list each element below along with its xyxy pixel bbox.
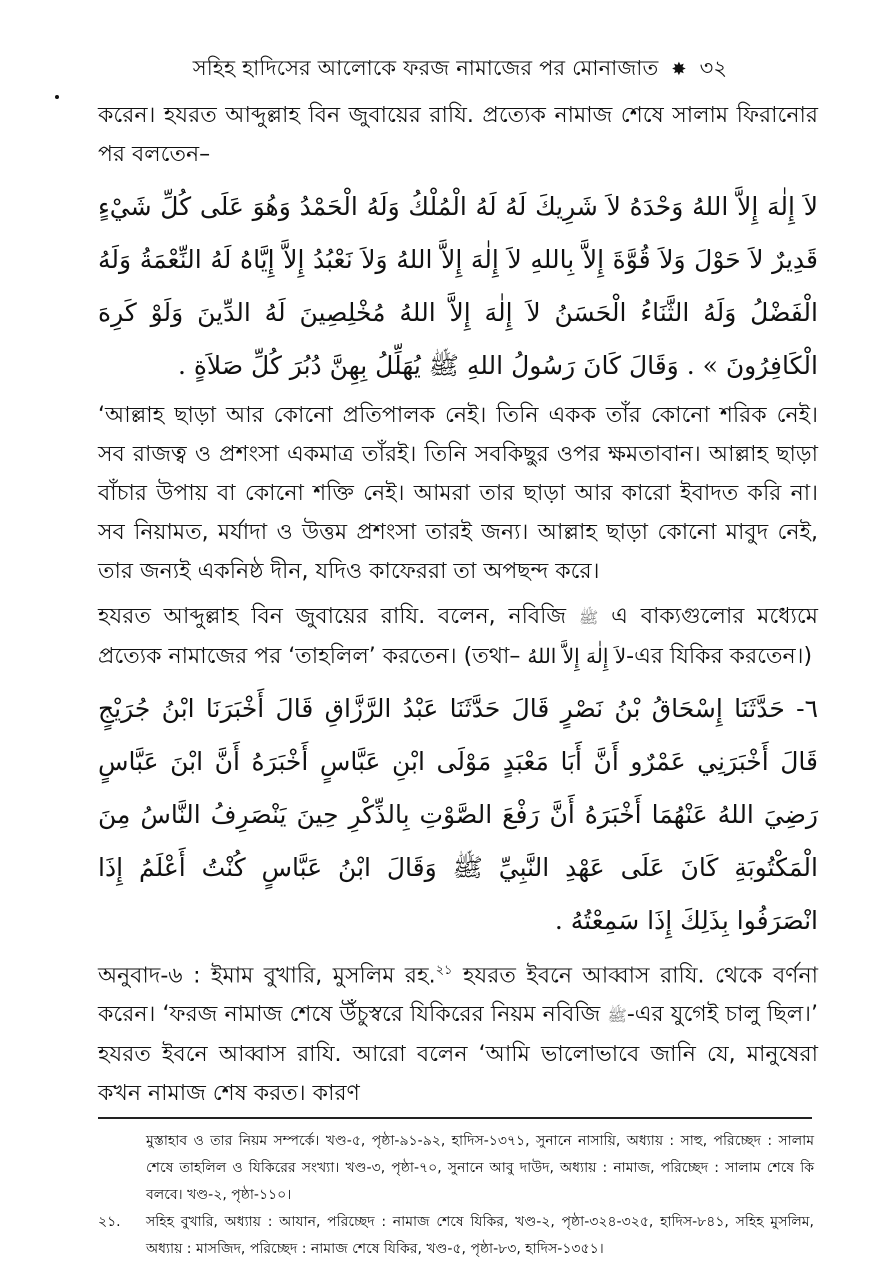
footnote-continued: মুস্তাহাব ও তার নিয়ম সম্পর্কে। খণ্ড-৫, পৃষ্ঠা-৯১-৯২, হাদিস-১৩৭১, সুনানে নাসায়ি, অধ্যায় : সাহু, পরিচ্ছেদ : সালাম শেষে তাহলিল ও যিকিরের সংখ্যা। খণ্ড-৩, পৃষ্ঠা-৭০, সুনানে আবু দাউদ, অধ্যায় : নামাজ, পরিচ্ছেদ : সালাম শেষে কি বলবে। খণ্ড-২, পৃষ্ঠা-১১০। <box>146 1133 814 1203</box>
stray-dot-mark <box>55 95 59 99</box>
tahlil-text-c: -এর যিকির করতেন।) <box>626 644 813 669</box>
paragraph-tahlil <box>98 597 818 676</box>
tahlil-text-b: এ বাক্যগুলোর মধ্যেমে প্রত্যেক নামাজের পর ‘তাহলিল’ করতেন। (তথা– <box>98 604 818 669</box>
paragraph-intro: করেন। হযরত আব্দুল্লাহ বিন জুবায়ের রাযি. প্রত্যেক নামাজ শেষে সালাম ফিরানোর পর বলতেন– <box>98 103 818 167</box>
footnote-divider <box>98 1117 812 1119</box>
salawat-glyph-icon: ﷺ <box>578 608 599 627</box>
paragraph-translation: ‘আল্লাহ ছাড়া আর কোনো প্রতিপালক নেই। তিনি একক তাঁর কোনো শরিক নেই। সব রাজত্ব ও প্রশংসা একমাত্র তাঁরই। তিনি সবকিছুর ওপর ক্ষমতাবান। আল্লাহ ছাড়া বাঁচার উপায় বা কোনো শক্তি নেই। আমরা তার ছাড়া আর কারো ইবাদত করি না। সব নিয়ামত, মর্যাদা ও উত্তম প্রশংসা তারই জন্য। আল্লাহ ছাড়া কোনো মাবুদ নেই, তার জন্যই একনিষ্ঠ দীন, যদিও কাফেররা তা অপছন্দ করে। <box>98 403 818 584</box>
footnote-ref-21: ২১ <box>435 963 453 978</box>
arabic-hadith-6: ٦- حَدَّثَنَا إِسْحَاقُ بْنُ نَصْرٍ قَالَ حَدَّثَنَا عَبْدُ الرَّزَّاقِ قَالَ أَخْبَرَنَا ابْنُ جُرَيْجٍ قَالَ أَخْبَرَنِي عَمْرٌو أَنَّ أَبَا مَعْبَدٍ مَوْلَى ابْنِ عَبَّاسٍ أَخْبَرَهُ أَنَّ ابْنَ عَبَّاسٍ رَضِيَ اللهُ عَنْهُمَا أَخْبَرَهُ أَنَّ رَفْعَ الصَّوْتِ بِالذِّكْرِ حِينَ يَنْصَرِفُ النَّاسُ مِنَ الْمَكْتُوبَةِ كَانَ عَلَى عَهْدِ النَّبِيِّ ﷺ وَقَالَ ابْنُ عَبَّاسٍ كُنْتُ أَعْلَمُ إِذَا انْصَرَفُوا بِذَلِكَ إِذَا سَمِعْتُهُ . <box>98 694 818 935</box>
paragraph-anubad-6 <box>98 951 818 1113</box>
footnote-21-text: সহিহ বুখারি, অধ্যায় : আযান, পরিচ্ছেদ : নামাজ শেষে যিকির, খণ্ড-২, পৃষ্ঠা-৩২৪-৩২৫, হাদিস-৮৪১, সহিহ মুসলিম, অধ্যায় : মাসজিদ, পরিচ্ছেদ : নামাজ শেষে যিকির, খণ্ড-৫, পৃষ্ঠা-৮৩, হাদিস-১৩৫১। <box>146 1214 814 1257</box>
page-number: ৩২ <box>699 56 728 80</box>
footnote-21-number: ২১. <box>98 1214 121 1230</box>
asterisk-ornament-icon: ✸ <box>671 59 687 80</box>
salawat-glyph-icon: ﷺ <box>607 1006 627 1026</box>
footnote-21 <box>98 1209 814 1263</box>
anubad-text-b: হযরত ইবনে আব্বাস রাযি. থেকে বর্ণনা করেন। ‘ফরজ নামাজ শেষে উঁচুস্বরে যিকিরের নিয়ম নবিজি <box>98 963 818 1028</box>
tahlil-arabic-phrase: لاَ إِلٰهَ إِلاَّ اللهُ <box>527 644 627 668</box>
running-head <box>100 52 820 87</box>
anubad-text-c: -এর যুগেই চালু ছিল।’ হযরত ইবনে আব্বাস রাযি. আরো বলেন ‘আমি ভালোভাবে জানি যে, মানুষেরা কখন নামাজ শেষ করত। কারণ <box>98 1002 818 1107</box>
main-text <box>98 96 818 1113</box>
footnotes <box>98 1128 814 1263</box>
arabic-dua-text: لاَ إِلٰهَ إِلاَّ اللهُ وَحْدَهُ لاَ شَرِيكَ لَهُ لَهُ الْمُلْكُ وَلَهُ الْحَمْدُ وَهُوَ عَلَى كُلِّ شَيْءٍ قَدِيرٌ لاَ حَوْلَ وَلاَ قُوَّةَ إِلاَّ بِاللهِ لاَ إِلٰهَ إِلاَّ اللهُ وَلاَ نَعْبُدُ إِلاَّ إِيَّاهُ لَهُ النِّعْمَةُ وَلَهُ الْفَضْلُ وَلَهُ الثَّنَاءُ الْحَسَنُ لاَ إِلٰهَ إِلاَّ اللهُ مُخْلِصِينَ لَهُ الدِّينَ وَلَوْ كَرِهَ الْكَافِرُونَ » . وَقَالَ كَانَ رَسُولُ اللهِ ﷺ يُهَلِّلُ بِهِنَّ دُبُرَ كُلِّ صَلاَةٍ . <box>98 192 818 380</box>
tahlil-text-a: হযরত আব্দুল্লাহ বিন জুবায়ের রাযি. বলেন, নবিজি <box>98 604 567 629</box>
anubad-text-a: অনুবাদ-৬ : ইমাম বুখারি, মুসলিম রহ. <box>98 963 436 989</box>
running-head-title: সহিহ হাদিসের আলোকে ফরজ নামাজের পর মোনাজাত <box>192 56 659 80</box>
